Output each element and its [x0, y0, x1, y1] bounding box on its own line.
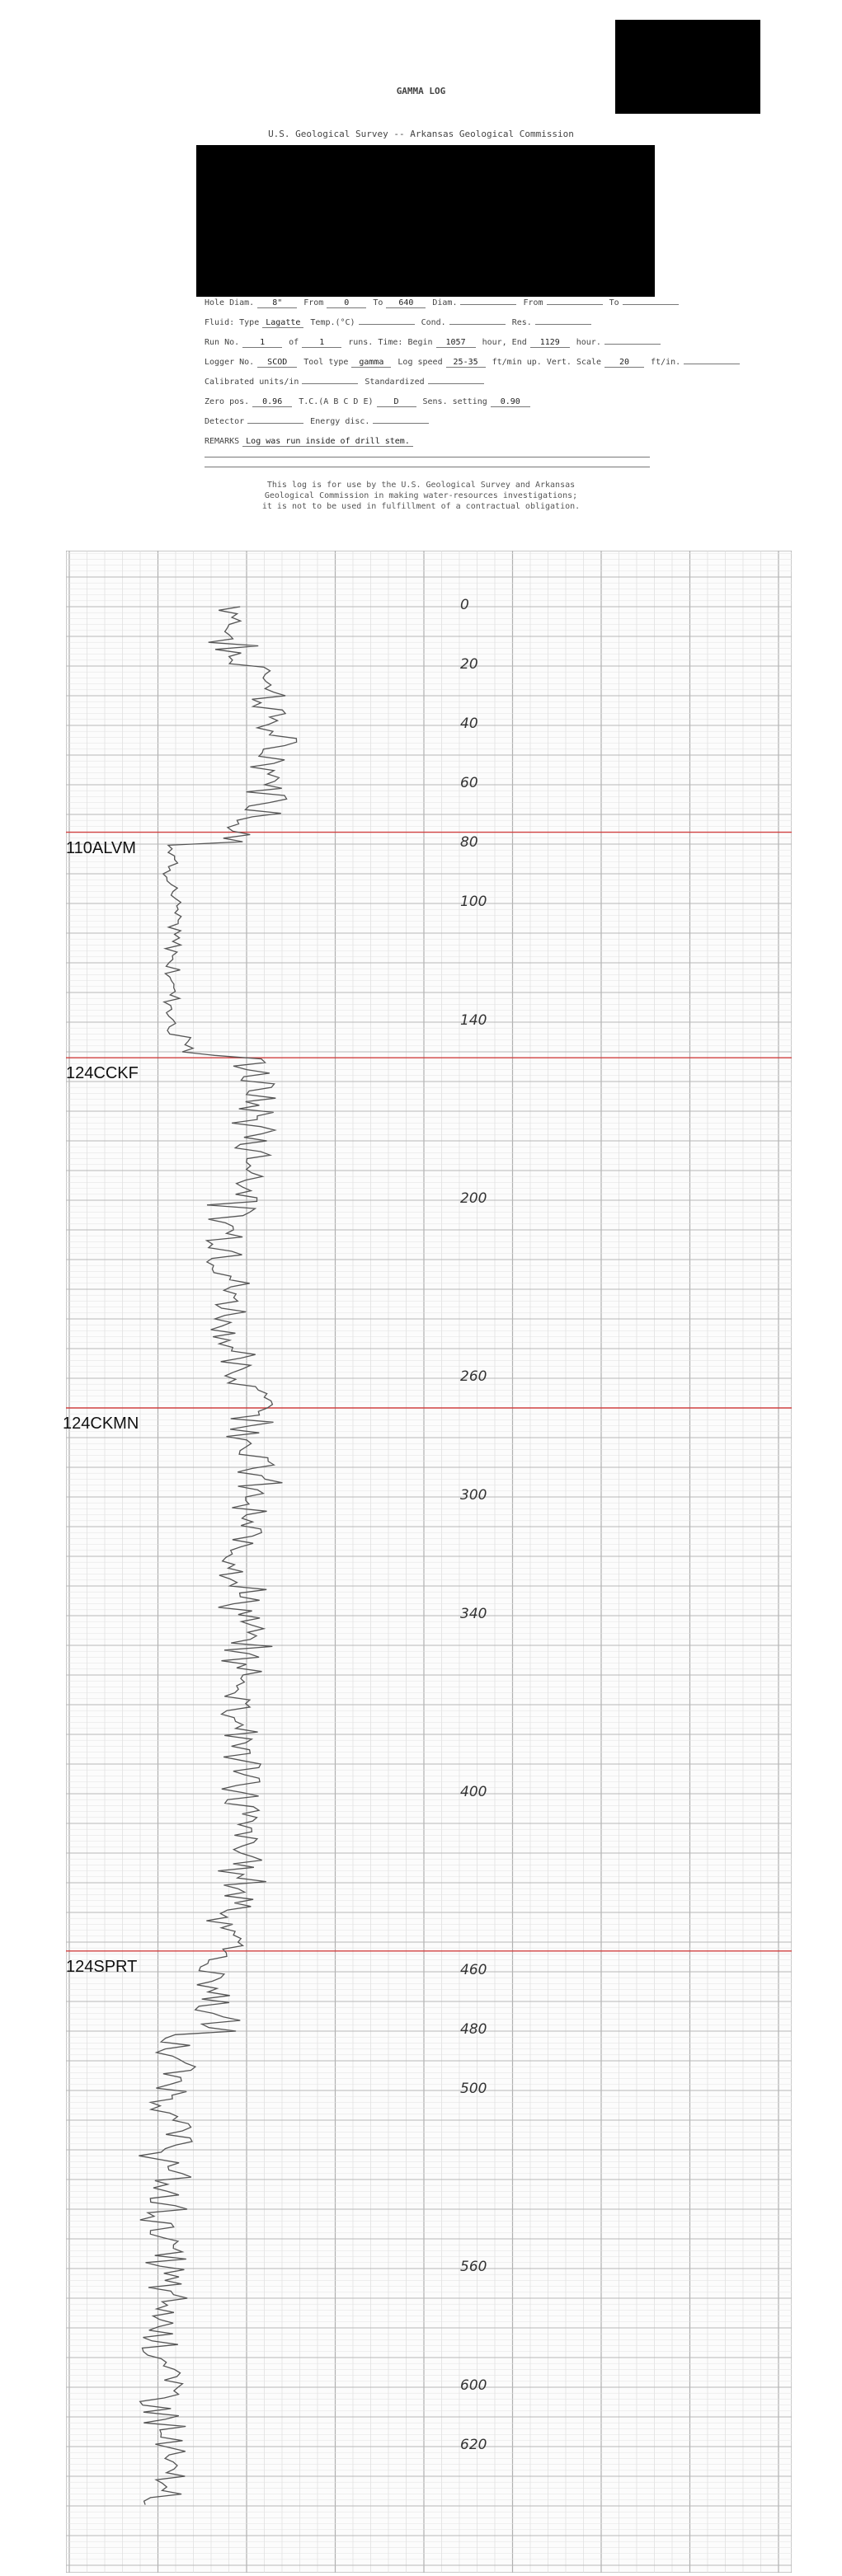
depth-tick-label: 40	[460, 716, 478, 732]
formation-label: 124CKMN	[63, 1415, 139, 1433]
field-value: gamma	[351, 358, 391, 368]
header-field-row	[205, 378, 650, 387]
field-value: 0.90	[491, 397, 530, 407]
field-value: 25-35	[446, 358, 486, 368]
depth-tick-label: 0	[460, 597, 469, 613]
field-label: Diam.	[432, 298, 458, 307]
field-label: REMARKS	[205, 437, 240, 446]
field-value	[359, 324, 415, 325]
field-label: of	[289, 338, 299, 347]
depth-tick-label: 300	[460, 1487, 487, 1504]
field-value	[623, 304, 679, 305]
field-value: 1	[242, 338, 282, 348]
field-value: 8"	[257, 298, 297, 308]
field-label: runs. Time: Begin	[348, 338, 433, 347]
field-label: Detector	[205, 417, 245, 426]
field-label: Zero pos.	[205, 397, 250, 406]
field-label: Log speed	[397, 358, 443, 367]
log-title: GAMMA LOG	[396, 86, 446, 96]
field-value	[247, 423, 303, 424]
field-value	[449, 324, 506, 325]
field-label: Sens. setting	[422, 397, 487, 406]
disclaimer	[0, 480, 842, 512]
field-value: 0.96	[252, 397, 292, 407]
field-label: To	[609, 298, 619, 307]
field-value: 20	[604, 358, 644, 368]
field-label: Standardized	[365, 378, 425, 387]
disclaimer-line: it is not to be used in fulfillment of a contractual obligation.	[261, 502, 581, 511]
field-value: Log was run inside of drill stem.	[242, 437, 413, 447]
field-label: Cond.	[421, 318, 446, 327]
depth-tick-label: 100	[460, 894, 487, 910]
field-label: To	[373, 298, 383, 307]
field-label: ft/min up. Vert. Scale	[492, 358, 602, 367]
disclaimer-line: Geological Commission in making water-resources investigations;	[264, 491, 578, 500]
field-label: hour, End	[482, 338, 527, 347]
field-value	[428, 383, 484, 384]
depth-tick-label: 60	[460, 775, 478, 791]
depth-tick-label: 340	[460, 1606, 487, 1622]
depth-tick-label: 260	[460, 1368, 487, 1385]
depth-tick-label: 460	[460, 1962, 487, 1978]
field-value	[460, 304, 516, 305]
field-label: Tool type	[303, 358, 349, 367]
header-field-row	[205, 397, 650, 407]
depth-tick-label: 560	[460, 2259, 487, 2275]
depth-tick-label: 480	[460, 2021, 487, 2038]
field-label: Fluid: Type	[205, 318, 260, 327]
disclaimer-line: This log is for use by the U.S. Geological Survey and Arkansas	[266, 481, 576, 490]
depth-tick-label: 20	[460, 656, 478, 673]
field-label: From	[303, 298, 324, 307]
field-value	[547, 304, 603, 305]
field-value: 0	[327, 298, 366, 308]
depth-tick-label: 140	[460, 1012, 487, 1029]
depth-tick-label: 400	[460, 1784, 487, 1800]
field-value: D	[377, 397, 416, 407]
header-field-row	[205, 358, 681, 368]
depth-tick-label: 80	[460, 834, 478, 851]
log-grid-svg	[66, 551, 792, 2573]
header-field-row	[205, 338, 650, 348]
field-value	[373, 423, 429, 424]
field-label: From	[523, 298, 543, 307]
field-value: 1	[302, 338, 341, 348]
field-value: 1057	[436, 338, 476, 348]
field-label: T.C.(A B C D E)	[299, 397, 374, 406]
field-label: Calibrated units/in	[205, 378, 299, 387]
header-field-row	[205, 298, 650, 308]
field-label: Logger No.	[205, 358, 255, 367]
field-value: 640	[386, 298, 426, 308]
header-field-row	[205, 437, 650, 447]
formation-label: 124CCKF	[66, 1064, 139, 1083]
log-chart	[63, 551, 792, 2573]
header-field-row	[205, 417, 650, 426]
depth-tick-label: 600	[460, 2377, 487, 2394]
depth-tick-label: 620	[460, 2437, 487, 2453]
field-value: SCOD	[257, 358, 297, 368]
field-label: Run No.	[205, 338, 240, 347]
field-value: Lagatte	[262, 318, 303, 328]
redacted-block-top-right	[615, 20, 760, 114]
field-value	[302, 383, 358, 384]
field-label: ft/in.	[651, 358, 681, 367]
formation-label: 124SPRT	[66, 1957, 138, 1976]
field-value	[535, 324, 591, 325]
formation-label: 110ALVM	[66, 838, 136, 857]
redacted-header-block	[196, 145, 655, 297]
field-value: 1129	[530, 338, 570, 348]
field-label: hour.	[576, 338, 601, 347]
field-label: Energy disc.	[310, 417, 370, 426]
field-value	[604, 344, 661, 345]
field-label: Hole Diam.	[205, 298, 255, 307]
field-label: Temp.(°C)	[310, 318, 355, 327]
depth-tick-label: 500	[460, 2081, 487, 2097]
log-border	[66, 551, 792, 2573]
header-field-row	[205, 318, 650, 328]
field-label: Res.	[511, 318, 532, 327]
log-subtitle: U.S. Geological Survey -- Arkansas Geological Commission	[268, 129, 574, 139]
depth-tick-label: 200	[460, 1190, 487, 1207]
